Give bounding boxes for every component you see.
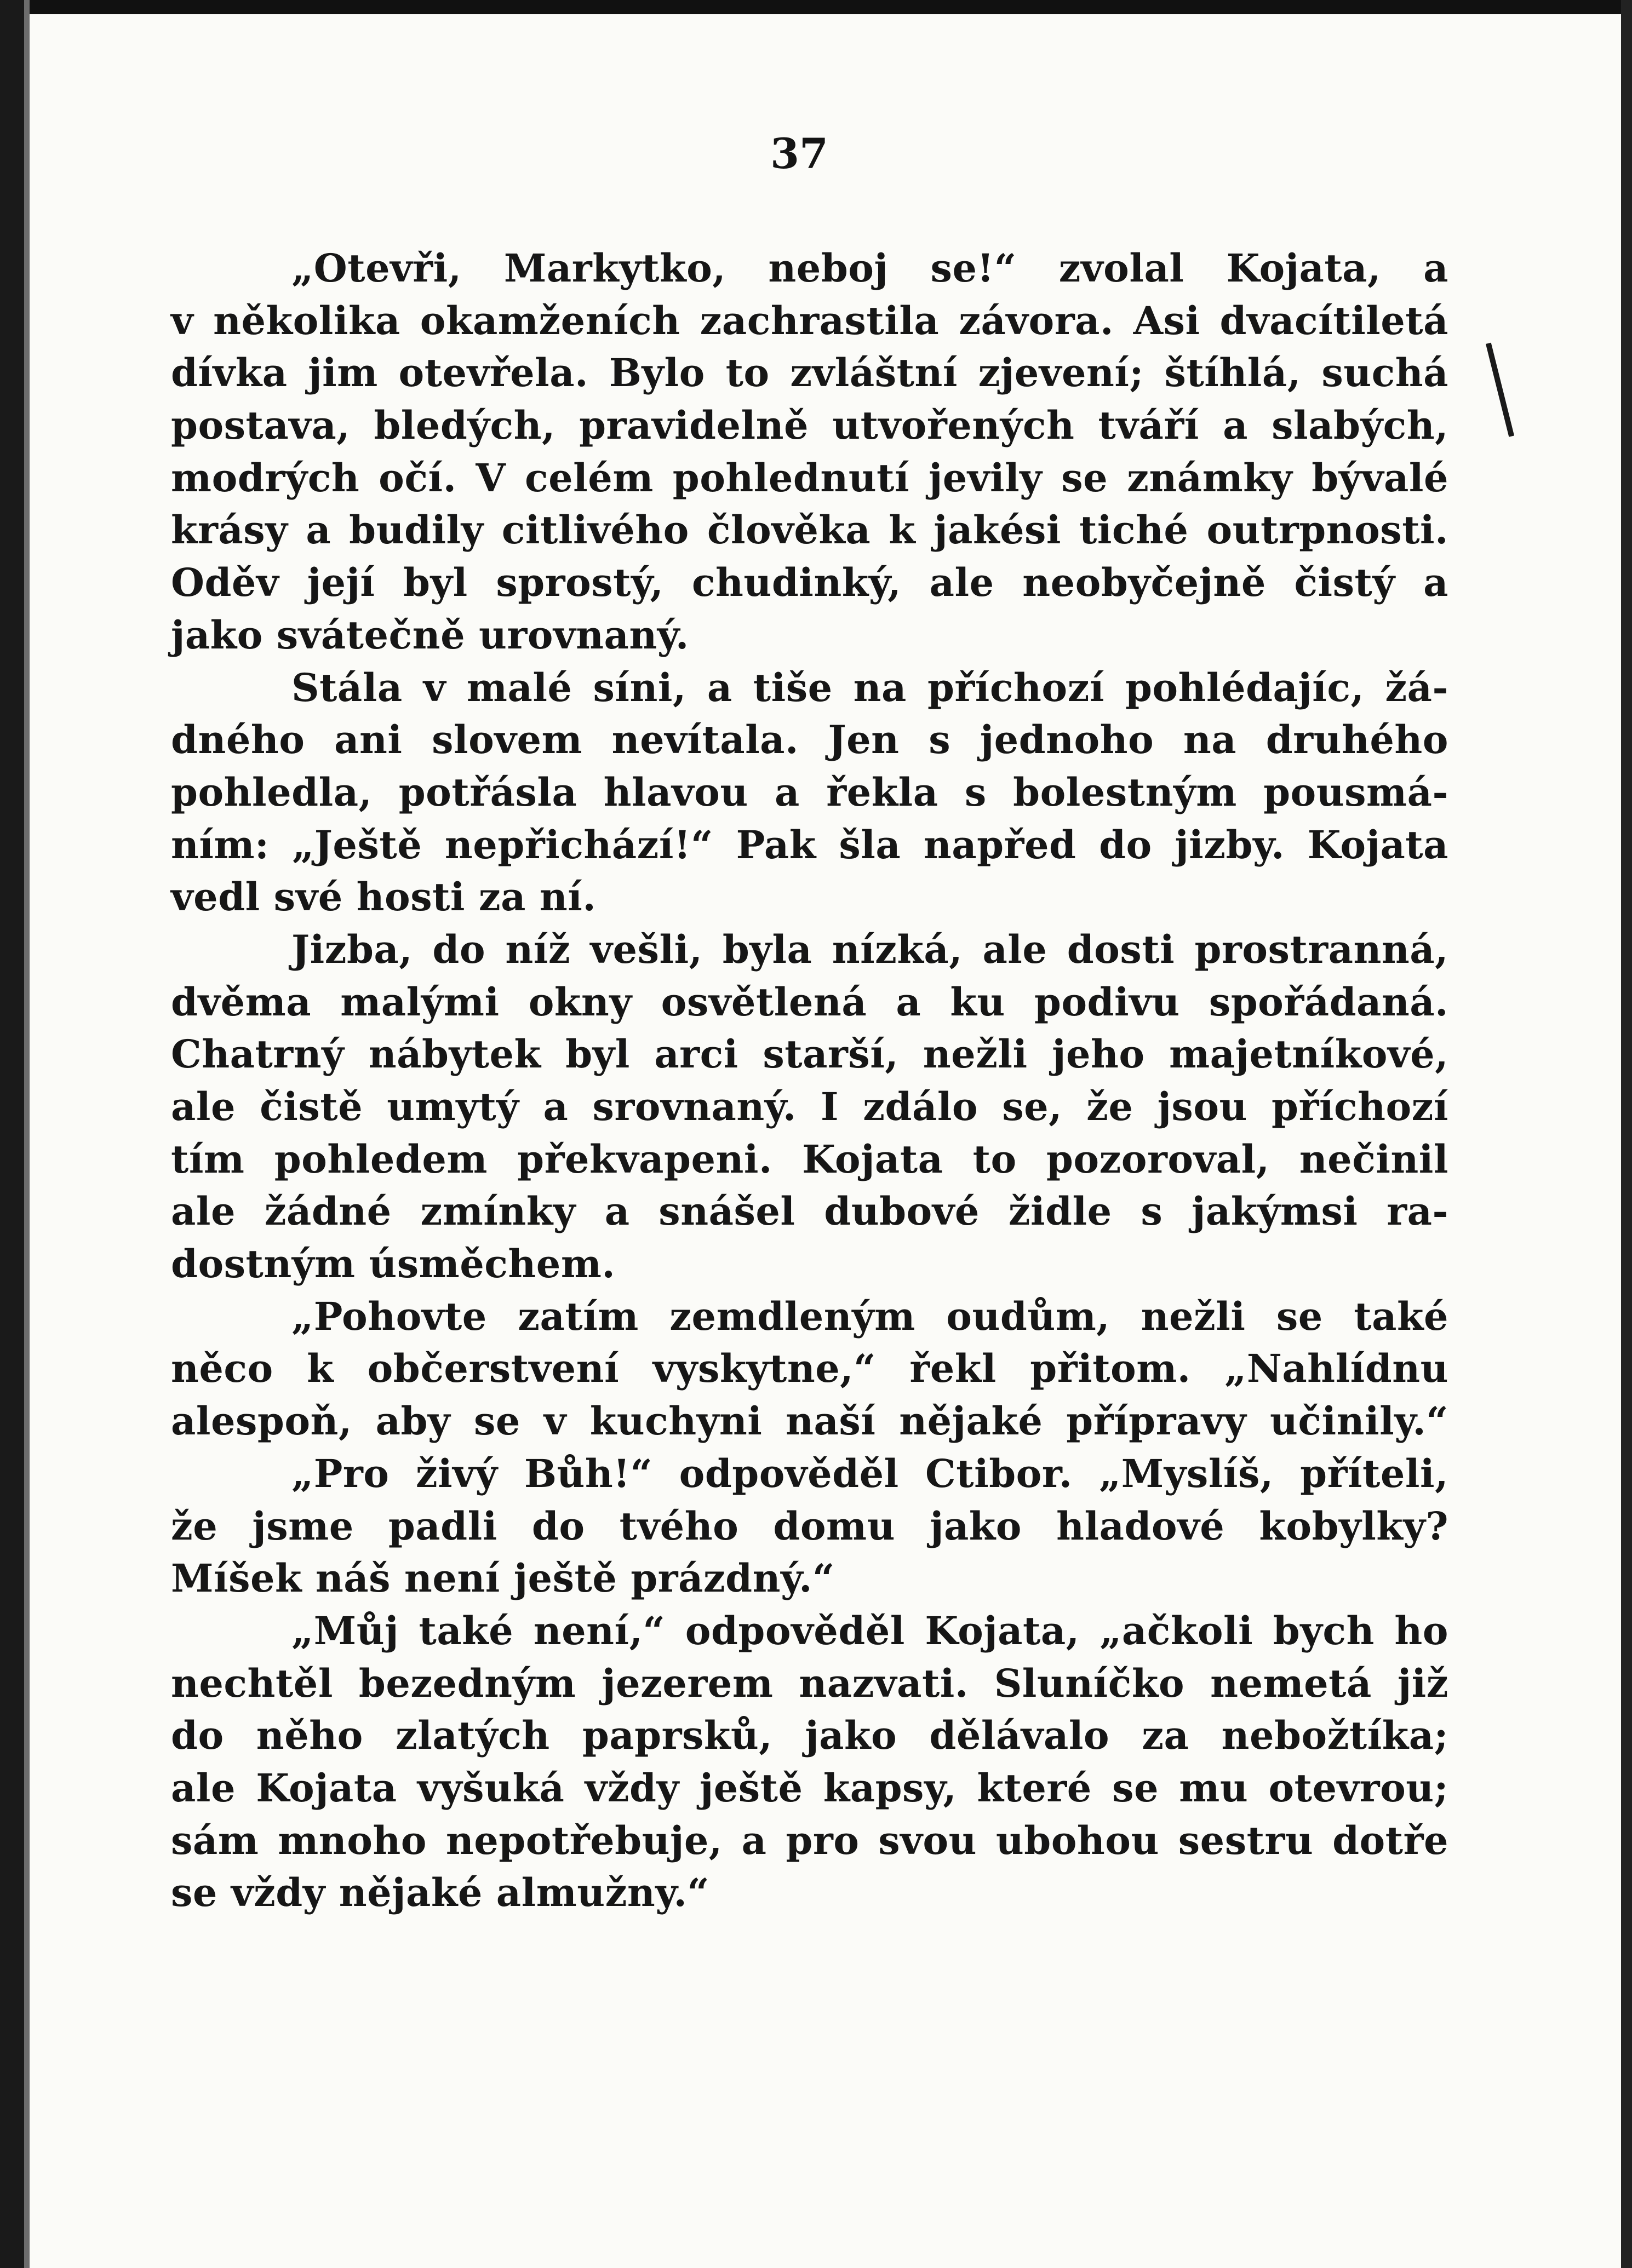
text-line: v několika okamženích zachrastila závora. Asi dvacítiletá (171, 297, 1448, 343)
text-line: „Pro živý Bůh!“ odpověděl Ctibor. „Myslíš, příteli, (291, 1450, 1448, 1496)
text-line: ale čistě umytý a srovnaný. I zdálo se, že jsou příchozí (171, 1084, 1448, 1129)
margin-ink-mark (1486, 343, 1514, 437)
page-number: 37 (770, 129, 828, 178)
text-line: dostným úsměchem. (171, 1241, 616, 1287)
text-line: dívka jim otevřela. Bylo to zvláštní zjevení; štíhlá, suchá (171, 350, 1448, 396)
scan-right-border (1621, 0, 1632, 2268)
text-line: Míšek náš není ještě prázdný.“ (171, 1555, 835, 1601)
body-text (171, 242, 1448, 1919)
text-line: Stála v malé síni, a tiše na příchozí pohlédajíc, žá- (291, 664, 1448, 710)
text-line: do něho zlatých paprsků, jako dělávalo za nebožtíka; (171, 1713, 1448, 1759)
scan-left-border (0, 0, 24, 2268)
text-line: „Otevři, Markytko, neboj se!“ zvolal Kojata, a (291, 245, 1448, 291)
text-line: vedl své hosti za ní. (171, 874, 597, 920)
text-line: že jsme padli do tvého domu jako hladové kobylky? (171, 1503, 1448, 1549)
text-line: sám mnoho nepotřebuje, a pro svou ubohou sestru dotře (171, 1817, 1448, 1863)
text-line: Chatrný nábytek byl arci starší, nežli jeho majetníkové, (171, 1031, 1448, 1077)
text-line: jako svátečně urovnaný. (171, 612, 689, 658)
text-line: se vždy nějaké almužny.“ (171, 1870, 710, 1916)
text-line: ním: „Ještě nepřichází!“ Pak šla napřed do jizby. Kojata (171, 822, 1448, 868)
text-line: alespoň, aby se v kuchyni naší nějaké přípravy učinily.“ (171, 1398, 1448, 1444)
text-line: něco k občerstvení vyskytne,“ řekl přitom. „Nahlídnu (171, 1346, 1448, 1392)
page-gutter-shadow (24, 0, 30, 2268)
text-line: Oděv její byl sprostý, chudinký, ale neobyčejně čistý a (171, 560, 1448, 606)
text-line: krásy a budily citlivého člověka k jakési tiché outrpnosti. (171, 507, 1448, 553)
text-line: „Pohovte zatím zemdleným oudům, nežli se také (291, 1293, 1448, 1339)
text-line: pohledla, potřásla hlavou a řekla s bolestným pousmá- (171, 769, 1448, 815)
text-line: modrých očí. V celém pohlednutí jevily se známky bývalé (171, 455, 1448, 501)
scan-top-border (0, 0, 1632, 14)
text-line: „Můj také není,“ odpověděl Kojata, „ačkoli bych ho (291, 1607, 1448, 1653)
text-line: ale Kojata vyšuká vždy ještě kapsy, které se mu otevrou; (171, 1765, 1448, 1811)
text-line: postava, bledých, pravidelně utvořených tváří a slabých, (171, 403, 1448, 449)
text-line: Jizba, do níž vešli, byla nízká, ale dosti prostranná, (291, 926, 1448, 972)
text-line: dného ani slovem nevítala. Jen s jednoho na druhého (171, 717, 1448, 763)
text-line: nechtěl bezedným jezerem nazvati. Sluníčko nemetá již (171, 1660, 1448, 1706)
text-line: dvěma malými okny osvětlená a ku podivu spořádaná. (171, 979, 1448, 1025)
text-line: tím pohledem překvapeni. Kojata to pozoroval, nečinil (171, 1136, 1448, 1182)
text-line: ale žádné zmínky a snášel dubové židle s jakýmsi ra- (171, 1188, 1448, 1235)
